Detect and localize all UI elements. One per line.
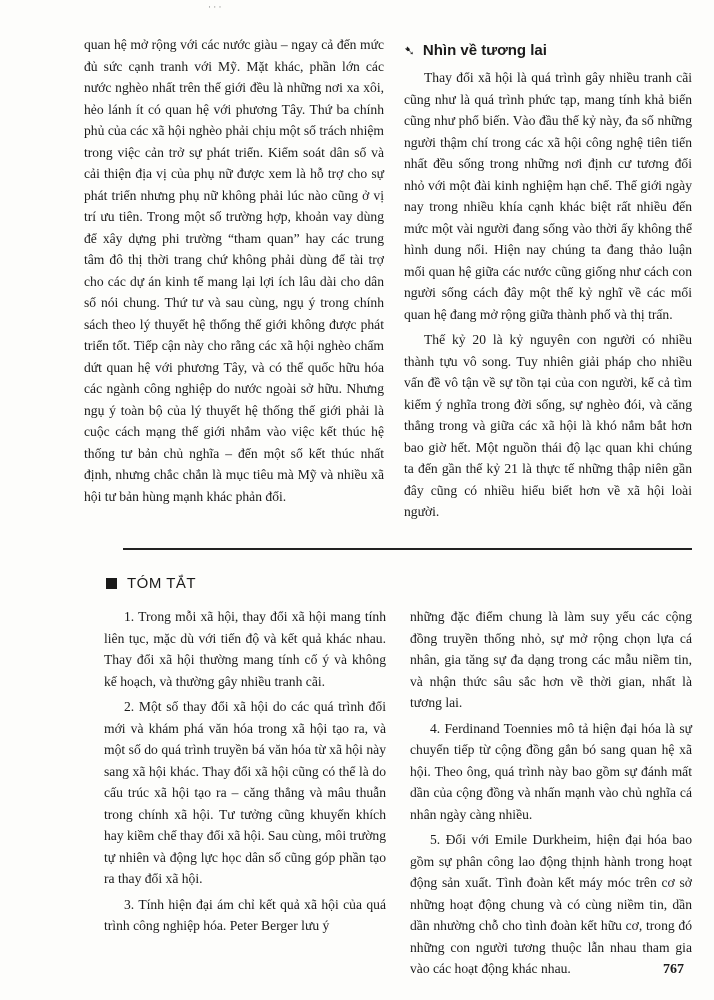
summary-heading bbox=[106, 575, 196, 592]
page-number: 767 bbox=[663, 962, 684, 977]
summary-paragraph: 2. Một số thay đổi xã hội do các quá trình đổi mới và khám phá văn hóa trong xã hội tạo ra, và một số do quá trình truyền bá văn hóa từ xã hội này sang xã hội khác. Thay đổi xã hội cũng có thể là do cấu trúc xã hội tạo ra – căng thẳng và mâu thuẫn trong chính xã hội. Tư tưởng cũng khuyến khích hay kiềm chế thay đổi xã hội. Sau cùng, môi trường tự nhiên và động lực học dân số cũng góp phần tạo ra thay đổi xã hội. bbox=[104, 699, 386, 886]
summary-paragraph: 4. Ferdinand Toennies mô tả hiện đại hóa là sự chuyển tiếp từ cộng đồng gắn bó sang quan hệ xã hội. Theo ông, quá trình này bao gồm sự đánh mất dần của cộng đồng và nhấn mạnh vào chủ nghĩa cá nhân ngày càng nhiều. bbox=[410, 720, 692, 822]
section-divider bbox=[123, 548, 692, 550]
square-bullet-icon bbox=[106, 578, 117, 589]
summary-heading-text: TÓM TẮT bbox=[127, 575, 197, 592]
summary-right-column bbox=[410, 606, 692, 984]
section-heading bbox=[404, 42, 692, 59]
body-paragraph: Thay đổi xã hội là quá trình gây nhiều tranh cãi cũng như là quá trình phức tạp, mang tính khả biến cũng như phổ biến. Vào đầu thế kỷ này, đa số những người thậm chí trong các xã hội công nghệ tiên tiến nhất đều sống trong những nơi định cư tương đối nhỏ với một đài kinh nghiệm hạn chế. Thế giới ngày nay trong nhiều khía cạnh khác biệt rất nhiều đến mức một vài người đang sống vào thời ấy không thể hình dung nổi. Hiện nay chúng ta đang thảo luận mối quan hệ giữa các nước cũng giống như cách con người sống cách đây một thế kỷ nghĩ về các mối quan hệ đang mở rộng giữa thành phố và thị trấn. bbox=[404, 70, 692, 322]
summary-paragraph: 1. Trong mỗi xã hội, thay đổi xã hội mang tính liên tục, mặc dù với tiến độ và kết quả khác nhau. Thay đổi xã hội thường mang tính cố ý và không kế hoạch, và thường gây nhiều tranh cãi. bbox=[104, 609, 386, 689]
right-top-column bbox=[404, 42, 692, 527]
section-heading-text: Nhìn về tương lai bbox=[422, 42, 547, 59]
left-top-column bbox=[84, 34, 384, 511]
body-paragraph: quan hệ mở rộng với các nước giàu – ngay cả đến mức đủ sức cạnh tranh với Mỹ. Mặt khác, phần lớn các nước nghèo nhất trên thế giới đều là những nơi xa xôi, hẻo lánh ít có quan hệ với phương Tây. Thứ ba chính phủ của các xã hội nghèo phải chịu một số trách nhiệm trong việc cản trở sự phát triển. Kiểm soát dân số và cải thiện địa vị của phụ nữ được xem là hỗ trợ cho sự phát triển nhưng phụ nữ không phải lúc nào cũng ở vị trí ưu tiên. Trong một số trường hợp, khoản vay dùng để xây dựng phi trường “tham quan” hay các trung tâm đô thị thời trang chứ không phải dùng để tài trợ cho các dự án kinh tế mang lại lợi ích lâu dài cho dân số nói chung. Thứ tư và sau cùng, ngụ ý trong chính sách theo lý thuyết hệ thống thế giới không được phát triển tốt. Tiếp cận này cho rằng các xã hội nghèo chấm dứt quan hệ với phương Tây, và có thể quốc hữu hóa các ngành công nghiệp do nước ngoài sở hữu. Nhưng ngụ ý toàn bộ của lý thuyết hệ thống thế giới phải là cuộc cách mạng thế giới nhắm vào việc kết thúc hệ thống tư bản chủ nghĩa – đến một số kết thúc nhất định, nhưng chắc chắn là mục tiêu mà Mỹ và nhiều xã hội tư bản hùng mạnh khác phản đối. bbox=[84, 37, 384, 504]
top-scan-marks: · · · bbox=[208, 2, 222, 12]
summary-left-column bbox=[104, 606, 386, 941]
arrow-bullet-icon: ➷ bbox=[404, 42, 415, 58]
summary-paragraph: 5. Đối với Emile Durkheim, hiện đại hóa bao gồm sự phân công lao động thịnh hành trong hoạt động sản xuất. Tình đoàn kết máy móc trên cơ sở những hoạt động chung và có cùng niềm tin, dần dần nhường chỗ cho tình đoàn kết hữu cơ, trong đó những con người tương thuộc lẫn nhau tham gia vào các hoạt động khác nhau. bbox=[410, 832, 692, 976]
body-paragraph: Thế kỷ 20 là kỷ nguyên con người có nhiều thành tựu vô song. Tuy nhiên giải pháp cho nhiều vấn đề vô tận về sự tồn tại của con người, kể cả tìm kiếm ý nghĩa trong đời sống, sự nghèo đói, và căng thẳng trong và giữa các xã hội là khó nắm bắt hơn bao giờ hết. Một nguồn thái độ lạc quan khi chúng ta đến gần thế kỷ 21 là thực tế những thập niên gần đây cũng có nhiều hiểu biết hơn về xã hội loài người. bbox=[404, 332, 692, 519]
summary-paragraph: những đặc điểm chung là làm suy yếu các cộng đồng truyền thống nhỏ, sự mở rộng chọn lựa cá nhân, gia tăng sự đa dạng trong các mẫu niềm tin, và nhận thức sâu sắc hơn về thời gian, nhất là tương lai. bbox=[410, 609, 692, 710]
summary-paragraph: 3. Tính hiện đại ám chỉ kết quả xã hội của quá trình công nghiệp hóa. Peter Berger lưu ý bbox=[104, 896, 386, 933]
